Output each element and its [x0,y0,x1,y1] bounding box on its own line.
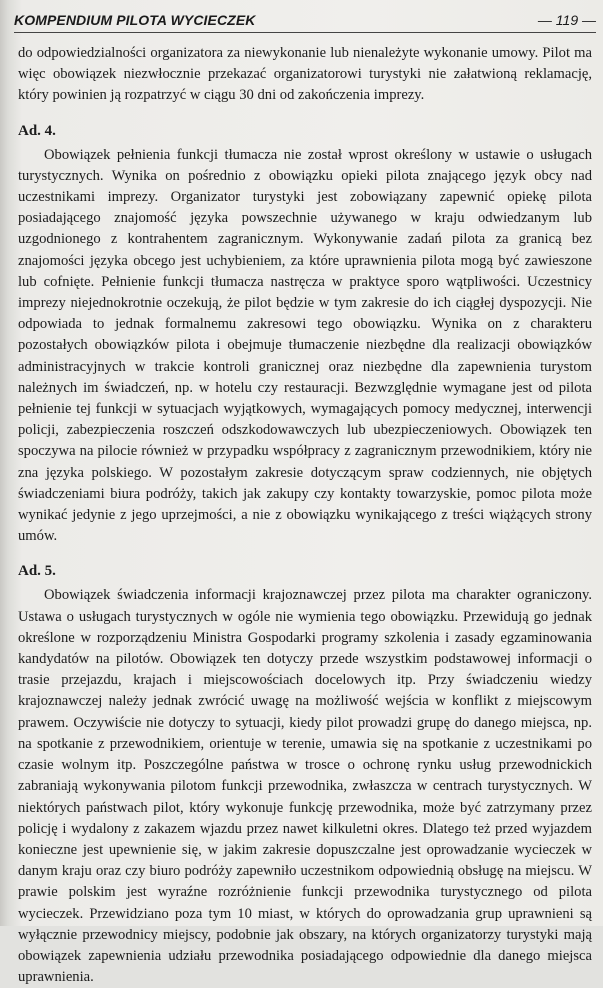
running-title: KOMPENDIUM PILOTA WYCIECZEK [14,12,256,28]
header-rule [14,32,596,33]
section-paragraph: Obowiązek pełnienia funkcji tłumacza nie został wprost określony w ustawie o usługach turystycznych. Wynika on pośrednio z obowiązku opieki pilota znającego język obcy nad uczestnikami imprezy. Organizator turystyki jest zobowiązany zapewnić opiekę pilota posiadającego znajomość języka powszechnie używanego w kraju odwiedzanym lub uzgodnionego z kontrahentem zagranicznym. Wykonywanie zadań pilota za granicą bez znajomości języka obcego jest uchybieniem, za które uprawnienia pilota mogą być zawieszone lub cofnięte. Pełnienie funkcji tłumacza nastręcza w praktyce sporo wątpliwości. Uczestnicy imprezy niejednokrotnie oczekują, że pilot będzie w tym zakresie do ich ciągłej dyspozycji. Nie odpowiada to jednak formalnemu zakresowi tego obowiązku. Wynika on z charakteru pozostałych obowiązków pilota i obejmuje tłumaczenie niezbędne dla realizacji obowiązków administracyjnych w trakcie kontroli granicznej oraz niezbędne dla zapewnienia turystom należnych im świadczeń, np. w hotelu czy restauracji. Bezwzględnie wymagane jest od pilota pełnienie tej funkcji w sytuacjach wyjątkowych, wymagających pomocy medycznej, interwencji policji, zabezpieczenia roszczeń odszkodowawczych lub ubezpieczeniowych. Obowiązek ten spoczywa na pilocie również w przypadku współpracy z zagranicznym przewodnikiem, który nie zna języka polskiego. W pozostałym zakresie dotyczącym spraw codziennych, nie objętych świadczeniami biura podróży, takich jak zakupy czy kontakty towarzyskie, pomoc pilota może wynikać jedynie z jego uprzejmości, a nie z obowiązku wynikającego z treści wiążących strony umów. [18,146,592,545]
section-heading: Ad. 5. [18,563,56,580]
page-number: — 119 — [537,12,596,28]
section-spacer [18,547,592,561]
section-heading: Ad. 4. [18,122,56,139]
intro-paragraph: do odpowiedzialności organizatora za niewykonanie lub nienależyte wykonanie umowy. Pilot ma więc obowiązek niezwłocznie przekazać organizatorowi turystyki nie załatwioną reklamację, który powinien ją rozpatrzyć w ciągu 30 dni od zakończenia imprezy. [18,45,592,104]
section-ad-5 [18,561,592,988]
page-body [18,43,592,988]
page-header [14,10,596,34]
section-paragraph: Obowiązek świadczenia informacji krajoznawczej przez pilota ma charakter ograniczony. Ustawa o usługach turystycznych w ogóle nie wymienia tego obowiązku. Przewidują go jednak określone w rozporządzeniu Ministra Gospodarki programy szkolenia i zasady egzaminowania kandydatów na pilotów. Obowiązek ten dotyczy przede wszystkim podstawowej informacji o trasie przejazdu, krajach i miejscowościach docelowych itp. Przy świadczeniu wiedzy krajoznawczej należy jednak zwrócić uwagę na możliwość wejścia w konflikt z miejscowym prawem. Oczywiście nie dotyczy to sytuacji, kiedy pilot prowadzi grupę do danego miejsca, np. na spotkanie z przewodnikiem, orientuje w terenie, umawia się na spotkanie z uczestnikami po czasie wolnym itp. Poszczególne państwa w trosce o ochronę rynku usług przewodnickich zabraniają wykonywania pilotom funkcji przewodnika, zwłaszcza w centrach turystycznych. W niektórych państwach pilot, który wykonuje funkcję przewodnika, może być zatrzymany przez policję i wydalony z zakazem wjazdu przez nawet kilkuletni okres. Dlatego też przed wyjazdem konieczne jest upewnienie się, w jakim zakresie dopuszczalne jest oprowadzanie wycieczek w danym kraju oraz czy biuro podróży zapewniło uczestnikom odpowiednią obsługę na miejscu. W prawie polskim jest wyraźne rozróżnienie funkcji przewodnika turystycznego od pilota wycieczek. Przewidziano poza tym 10 miast, w których do oprowadzania grup uprawnieni są wyłącznie przewodnicy miejscy, podobnie jak obszary, na których organizatorzy turystyki mają obowiązek zapewnienia udziału przewodnika posiadającego odpowiednie dla danego miejsca uprawnienia. [18,587,592,986]
section-ad-4 [18,121,592,548]
section-spacer [18,107,592,121]
